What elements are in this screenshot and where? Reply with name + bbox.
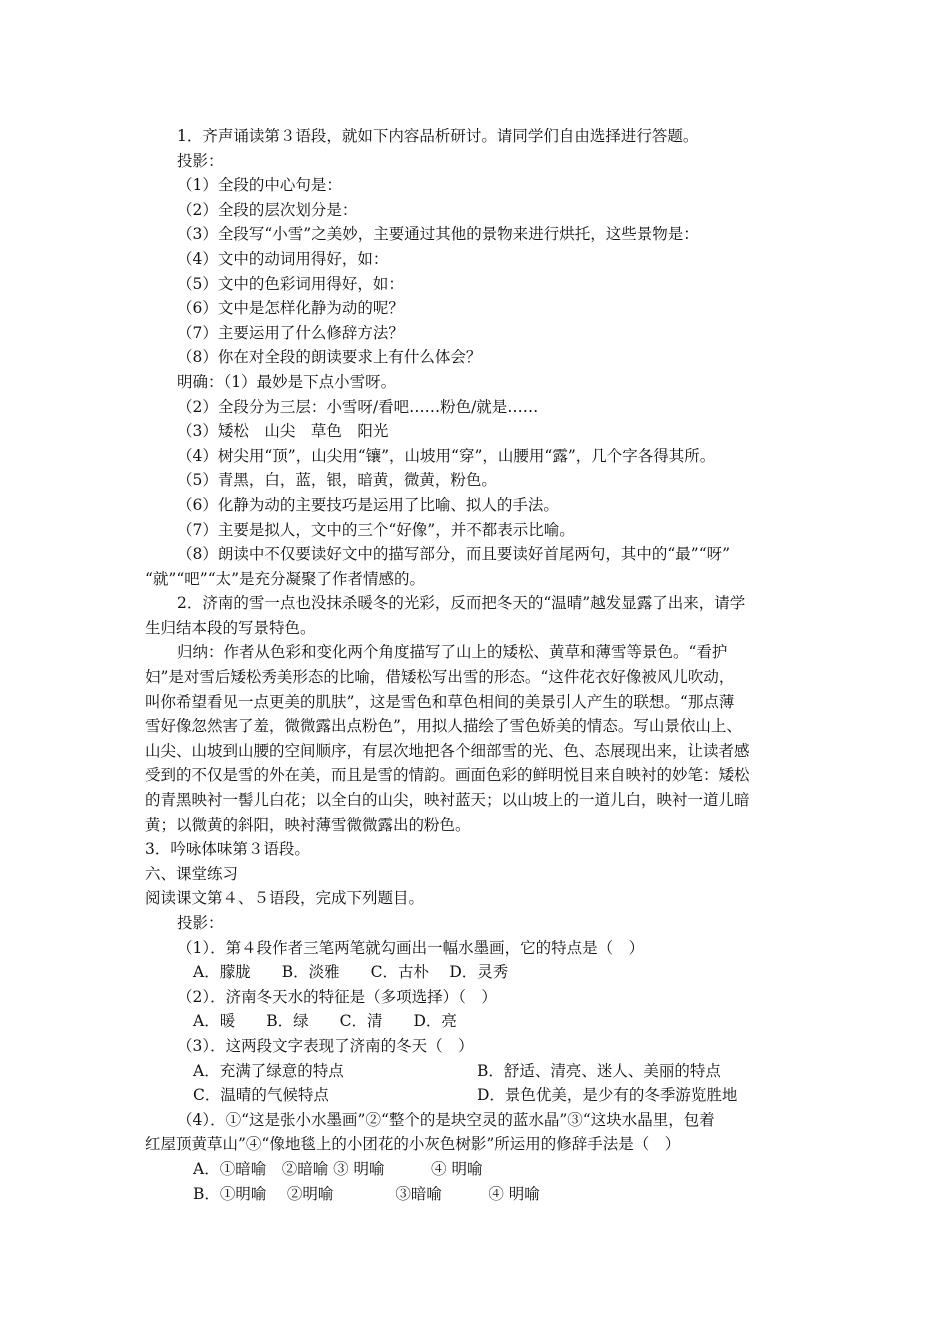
question-7: （7）主要运用了什么修辞方法？ (177, 323, 404, 342)
exercise-options-4-a: A．①暗喻 ②暗喻 ③ 明喻 ④ 明喻 (193, 1159, 483, 1178)
summary-line: 叫你希望看见一点更美的肌肤”，这是雪色和草色相间的美景引人产生的联想。“那点薄 (145, 692, 735, 711)
task-2: 2．济南的雪一点也没抹杀暖冬的光彩，反而把冬天的“温晴”越发显露了出来，请学 (177, 594, 746, 613)
question-3: （3）全段写“小雪”之美妙，主要通过其他的景物来进行烘托，这些景物是： (177, 225, 699, 244)
question-2: （2）全段的层次划分是： (177, 200, 358, 219)
answer-4: （4）树尖用“顶”，山尖用“镶”，山坡用“穿”，山腰用“露”，几个字各得其所。 (177, 446, 716, 465)
option-c: C．温晴的气候特点 (193, 1086, 329, 1105)
answer-8: （8）朗读中不仅要读好文中的描写部分，而且要读好首尾两句，其中的“最”“呀” (177, 545, 731, 564)
task-3: 3．吟咏体味第３语段。 (145, 840, 310, 859)
answer-2: （2）全段分为三层：小雪呀/看吧……粉色/就是…… (177, 397, 539, 416)
answer-8-cont: “就”“吧”“太”是充分凝聚了作者情感的。 (145, 569, 426, 588)
summary-line: 归纳：作者从色彩和变化两个角度描写了山上的矮松、黄草和薄雪等景色。“看护 (177, 643, 728, 662)
summary-line: 受到的不仅是雪的外在美，而且是雪的情韵。画面色彩的鲜明悦目来自映衬的妙笔：矮松 (145, 766, 750, 785)
exercise-question-4: （4）．①“这是张小水墨画”②“整个的是块空灵的蓝水晶”③“这块水晶里，包着 (177, 1110, 715, 1129)
question-6: （6）文中是怎样化静为动的呢？ (177, 299, 404, 318)
summary-line: 妇”是对雪后矮松秀美形态的比喻，借矮松写出雪的形态。“这件花衣好像被风儿吹动， (145, 668, 735, 687)
option-d: D．景色优美，是少有的冬季游览胜地 (477, 1086, 738, 1105)
exercise-question-2: （2）．济南冬天水的特征是（多项选择）（ ） (177, 987, 497, 1006)
exercise-question-1: （1）．第４段作者三笔两笔就勾画出一幅水墨画，它的特点是（ ） (177, 938, 645, 957)
exercise-instruction: 阅读课文第４、５语段，完成下列题目。 (145, 889, 425, 908)
summary-line: 的青黑映衬一髻儿白花；以全白的山尖，映衬蓝天；以山坡上的一道儿白，映衬一道儿暗 (145, 791, 750, 810)
section-heading: 六、课堂练习 (145, 864, 239, 883)
summary-line: 黄；以微黄的斜阳，映衬薄雪微微露出的粉色。 (145, 815, 471, 834)
answer-1: 明确：（1）最妙是下点小雪呀。 (177, 372, 397, 391)
answer-6: （6）化静为动的主要技巧是运用了比喻、拟人的手法。 (177, 495, 559, 514)
projection-label: 投影： (177, 151, 224, 170)
exercise-options-3-row2 (145, 1083, 825, 1108)
exercise-question-4-cont: 红屋顶黄草山”④“像地毯上的小团花的小灰色树影”所运用的修辞手法是（ ） (145, 1135, 681, 1154)
exercise-options-3-row1 (145, 1059, 825, 1084)
question-1: （1）全段的中心句是： (177, 176, 342, 195)
question-5: （5）文中的色彩词用得好，如： (177, 274, 404, 293)
option-b: B．舒适、清亮、迷人、美丽的特点 (477, 1061, 721, 1080)
answer-3: （3）矮松 山尖 草色 阳光 (177, 422, 389, 441)
answer-7: （7）主要是拟人，文中的三个“好像”，并不都表示比喻。 (177, 520, 575, 539)
document-body (145, 124, 825, 1206)
task-2-cont: 生归结本段的写景特色。 (145, 618, 316, 637)
summary-line: 雪好像忽然害了羞，微微露出点粉色”，用拟人描绘了雪色娇美的情态。写山景依山上、 (145, 717, 742, 736)
exercise-question-3: （3）．这两段文字表现了济南的冬天（ ） (177, 1036, 474, 1055)
task-1: 1．齐声诵读第３语段，就如下内容品析研讨。请同学们自由选择进行答题。 (177, 127, 699, 145)
answer-5: （5）青黑，白，蓝，银，暗黄，微黄，粉色。 (177, 471, 497, 490)
summary-line: 山尖、山坡到山腰的空间顺序，有层次地把各个细部雪的光、色、态展现出来，让读者感 (145, 741, 750, 760)
exercise-options-4-b: B．①明喻 ②明喻 ③暗喻 ④ 明喻 (193, 1184, 540, 1203)
projection-label: 投影： (177, 914, 224, 932)
question-4: （4）文中的动词用得好，如： (177, 249, 389, 268)
exercise-options-2: A．暖 B．绿 C．清 D．亮 (193, 1012, 457, 1031)
option-a: A．充满了绿意的特点 (193, 1061, 344, 1080)
question-8: （8）你在对全段的朗读要求上有什么体会？ (177, 348, 482, 367)
exercise-options-1: A．朦胧 B．淡雅 C．古朴 D．灵秀 (193, 963, 509, 982)
